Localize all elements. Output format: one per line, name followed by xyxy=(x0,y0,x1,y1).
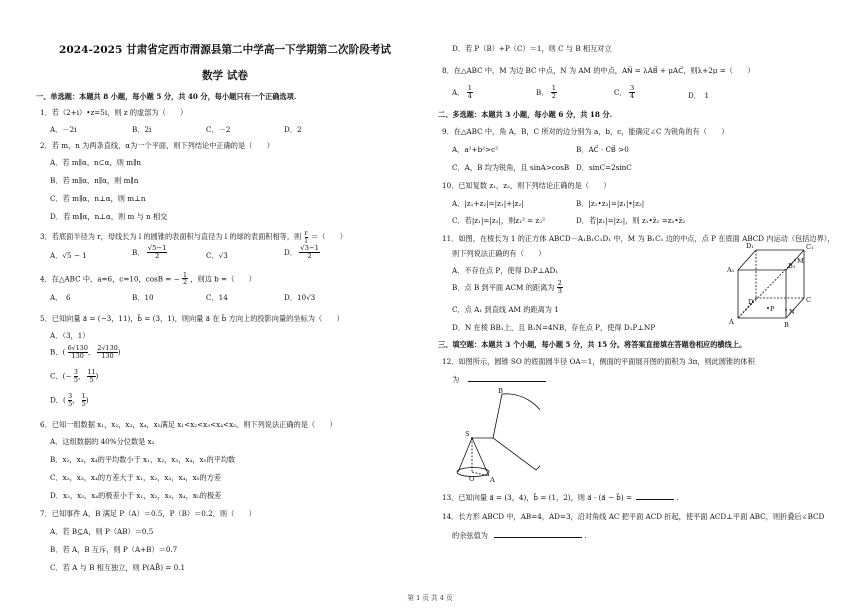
point-s xyxy=(471,437,473,439)
q6-option-b: B．x₂，x₃，x₄的平均数小于 x₁，x₂，x₃，x₄，x₅的平均数 xyxy=(50,455,236,464)
q5-option-c-frac2 xyxy=(87,369,95,383)
q13-answer-blank[interactable] xyxy=(636,492,674,500)
q8-stem: 8．在△ABC 中，M 为边 BC 中点，N 为 AM 的中点，AN⃗ = λAB⃗ + μAC⃗，则λ+2μ =（ ） xyxy=(442,66,755,75)
q9-option-d: D．sinC=2sinC xyxy=(576,163,632,172)
point-p xyxy=(767,307,769,309)
q5-option-c: C．(− $\frac{3}{5}$ ， $\frac{11}{5}$ ) xyxy=(50,368,99,384)
cone-figure xyxy=(450,384,540,484)
q5-b-num1: 6√130 xyxy=(67,344,88,352)
q2-option-c: C．若 m∥α，n⊥α，则 m⊥n xyxy=(50,194,146,203)
q8-b-num: 1 xyxy=(551,84,556,92)
label-b: B xyxy=(784,321,789,328)
q14-answer-blank[interactable] xyxy=(494,530,582,538)
q9-option-b: B．AC⃗ · CB⃗ >0 xyxy=(576,145,629,154)
q7-option-b: B．若 A，B 互斥，则 P（A+B）＝0.7 xyxy=(50,545,178,554)
q14-tail xyxy=(452,530,587,540)
q7-option-c: C．若 A 与 B 相互独立，则 P(AB̄) = 0.1 xyxy=(50,563,186,572)
q5-option-b-frac1 xyxy=(68,345,88,359)
label-n: N xyxy=(789,308,795,316)
point-m xyxy=(794,259,796,261)
q14-tail-text: 的余弦值为 xyxy=(452,531,488,540)
label-p: P xyxy=(770,305,775,313)
q8-option-a-fraction xyxy=(467,85,473,100)
label-m: M xyxy=(797,257,804,265)
q8-option-c xyxy=(614,85,635,100)
q5-b-den2: 130 xyxy=(101,351,114,360)
q8-option-a xyxy=(452,85,473,100)
q3-option-d-den: 2 xyxy=(307,252,312,261)
q4-option-b: B．10 xyxy=(132,293,154,302)
q8-option-d: D． 1 xyxy=(688,91,710,100)
q12-tail xyxy=(452,374,546,384)
q11-stem-line2: 则下列说法正确的有（ ） xyxy=(452,249,546,258)
q5-c-num2: 11 xyxy=(87,368,96,376)
q6-option-d: D．x₂，x₃，x₄的极差小于 x₁，x₂，x₃，x₄，x₅的极差 xyxy=(50,491,222,500)
q11-option-b xyxy=(452,280,563,295)
q12-tail-text: 为 xyxy=(452,375,460,384)
q5-option-d: D．( $\frac{3}{5}$ ， $\frac{1}{5}$ ) xyxy=(50,392,89,408)
label-a: A xyxy=(729,318,734,326)
label-c1: C₁ xyxy=(806,243,814,251)
q3-option-d-label: D． xyxy=(284,248,297,258)
q5-c-den2: 5 xyxy=(89,375,94,384)
q11-b-den: 3 xyxy=(557,286,562,295)
section-multi-choice: 二、多选题：本题共 3 小题，每小题 6 分，共 18 分. xyxy=(438,110,613,119)
q8-b-den: 2 xyxy=(551,91,556,100)
q4-cos-fraction xyxy=(182,272,188,286)
q3-ratio-fraction xyxy=(305,230,308,244)
q4-frac-den: 2 xyxy=(182,278,188,287)
q5-option-b: B．( $\frac{6√130}{130}$ ， $\frac{2√130}{130}$ ) xyxy=(50,344,121,360)
q13-tail: . xyxy=(676,493,679,502)
section-fill-in: 三、填空题：本题共 3 个小题，每小题 5 分，共 15 分。将答案直接填在答题卷相应的横线上。 xyxy=(438,340,747,349)
q3-option-b-den: 2 xyxy=(154,252,160,261)
q4-stem-text: 4．在△ABC 中，a=6，c=10，cosB = − xyxy=(40,274,180,284)
q9-stem: 9．在△ABC 中，角 A，B，C 所对的边分别为 a，b，c，能确定∠C 为锐角的有（ ） xyxy=(442,127,729,136)
q8-a-den: 4 xyxy=(467,91,472,100)
q5-option-b-label: B．( xyxy=(50,347,66,357)
label-c: C xyxy=(806,296,812,304)
q7-option-d: D．若 P（B）+P（C）＝1，则 C 与 B 相互对立 xyxy=(452,44,612,53)
q12-answer-blank[interactable] xyxy=(468,374,546,382)
q8-option-b-fraction xyxy=(551,85,557,100)
q3-option-d xyxy=(284,245,320,260)
q5-option-c-label: C．(− xyxy=(50,371,72,381)
q11-b-num: 2 xyxy=(557,279,562,287)
q5-stem: 5．已知向量 a⃗ = (−3，11)，b⃗ = (3，1)，则向量 a⃗ 在 b⃗ 方向上的投影向量的坐标为（ ） xyxy=(40,314,344,323)
q4-frac-num: 1 xyxy=(182,271,188,279)
q3-stem xyxy=(40,230,347,244)
q5-c-den1: 5 xyxy=(73,375,78,384)
q5-d-den2: 5 xyxy=(81,399,86,408)
exam-title: 2024-2025 甘肃省定西市渭源县第二中学高一下学期第二次阶段考试 xyxy=(59,44,391,56)
q12-stem: 12．如图所示，圆锥 SO 的底面圆半径 OA＝1，侧面的平面展开图的面积为 3π，则此圆锥的体积 xyxy=(442,357,755,366)
q5-b-den1: 130 xyxy=(71,351,84,360)
q11-option-b-fraction xyxy=(557,280,563,295)
q8-option-b xyxy=(536,85,557,100)
q3-frac-num: r xyxy=(304,229,308,237)
q13-stem-text: 13．已知向量 a⃗ = (3，4)，b⃗ = (1，2)，则 a⃗ · (a⃗ − b⃗) = xyxy=(442,493,632,502)
q5-option-b-frac2 xyxy=(97,345,117,359)
q4-stem-tail: ，则边 b =（ ） xyxy=(190,274,256,284)
q14-stem: 14．长方形 ABCD 中，AB=4，AD=3，沿对角线 AC 把平面 ACD 折起，使平面 ACD⊥平面 ABC，则折叠后∠BCD xyxy=(442,512,825,521)
label-d1: D₁ xyxy=(746,242,754,250)
q8-a-num: 1 xyxy=(467,84,472,92)
q10-option-b: B．|z₁•z₂|=|z₁|•|z₂| xyxy=(576,199,645,208)
q10-option-d: D．若|z₁|=|z₂|，则 z₁•z̄₁ =z₂•z̄₂ xyxy=(576,216,686,225)
q4-stem xyxy=(40,272,256,286)
q1-option-b: B．2i xyxy=(132,125,152,134)
cube-figure xyxy=(726,238,822,328)
q3-option-b-fraction xyxy=(147,245,168,260)
exam-subtitle: 数学 试卷 xyxy=(201,70,249,82)
q5-option-a: A．（3，1） xyxy=(50,331,90,340)
q7-option-a: A．若 B⊆A，则 P（AB）＝0.5 xyxy=(50,527,154,536)
q2-option-b: B．若 m∥α，n∥α，则 m∥n xyxy=(50,176,139,185)
label-s: S xyxy=(465,430,470,438)
q10-stem: 10．已知复数 z₁，z₂，则下列结论正确的是（ ） xyxy=(442,181,611,190)
q4-option-a: A． 6 xyxy=(50,293,71,302)
q3-stem-text: 3．若底面半径为 r，母线长为 l 的圆锥的表面积与直径为 l 的球的表面积相等，则 xyxy=(40,232,302,241)
label-a: A xyxy=(490,476,495,484)
q2-option-a: A．若 m∥α，n⊂α，则 m∥n xyxy=(50,158,141,167)
q5-d-den1: 5 xyxy=(68,399,73,408)
q3-frac-den: l xyxy=(305,236,308,245)
q9-option-c: C．A，B 均为锐角，且 sinA>cosB xyxy=(452,163,570,172)
label-a1: A₁ xyxy=(727,266,735,274)
q8-option-a-label: A． xyxy=(452,87,465,97)
q8-c-num: 3 xyxy=(629,84,635,92)
q6-option-c: C．x₂，x₃，x₄的方差大于 x₁，x₂，x₃，x₄，x₅的方差 xyxy=(50,473,222,482)
q1-stem: 1．若（2+i）•z=5i，则 z 的虚部为（ ） xyxy=(40,108,188,117)
q11-stem-line1: 11．如图，在棱长为 1 的正方体 ABCD－A₁B₁C₁D₁ 中，M 为 B₁C₁ 边的中点，点 P 在底面 ABCD 内运动（包括边界）， xyxy=(442,234,835,243)
q8-option-b-label: B． xyxy=(536,87,549,97)
page-footer: 第 1 页 共 4 页 xyxy=(407,594,453,602)
q3-option-b-num: √5−1 xyxy=(147,244,167,252)
q5-c-num1: 3 xyxy=(73,368,78,376)
label-b: B xyxy=(498,387,503,395)
q6-option-a: A．这组数据的 40%分位数是 x₂ xyxy=(50,437,155,446)
label-d: D xyxy=(748,298,754,306)
q3-option-b xyxy=(132,245,167,260)
point-n xyxy=(785,309,787,311)
q10-option-a: A．|z₁+z₂|=|z₁|+|z₂| xyxy=(452,199,524,208)
q1-option-d: D．2 xyxy=(284,125,302,134)
q4-option-c: C．14 xyxy=(206,293,228,302)
q8-c-den: 4 xyxy=(629,91,635,100)
q11-option-d: D．N 在棱 BB₁上，且 B₁N=4NB，存在点 P，使得 D₁P⊥NP xyxy=(452,323,656,332)
q3-option-d-fraction xyxy=(299,245,320,260)
q5-b-num2: 2√130 xyxy=(97,344,118,352)
q9-option-a: A．a²+b²>c² xyxy=(452,145,498,154)
q8-option-c-fraction xyxy=(629,85,635,100)
q8-option-c-label: C． xyxy=(614,87,627,97)
q3-stem-tail: ＝（ ） xyxy=(310,232,347,241)
q4-option-d: D．10√3 xyxy=(284,293,316,302)
q13-stem xyxy=(442,492,679,502)
q3-option-d-num: √3−1 xyxy=(300,244,319,252)
q5-d-num1: 3 xyxy=(68,392,73,400)
q3-option-c: C．√3 xyxy=(206,251,228,260)
q5-option-d-label: D．( xyxy=(50,395,66,405)
label-o: O xyxy=(469,475,475,483)
q5-d-num2: 1 xyxy=(81,392,86,400)
section-single-choice: 一、单选题：本题共 8 小题，每小题 5 分，共 40 分，每小题只有一个正确选项. xyxy=(36,92,297,101)
q3-option-a: A．√5 − 1 xyxy=(50,251,87,260)
sector-outline xyxy=(493,394,540,470)
q2-stem: 2．若 m，n 为两条直线，α为一个平面，则下列结论中正确的是（ ） xyxy=(40,141,274,150)
q6-stem: 6．已知一组数据 x₁，x₂，x₃，x₄，x₅满足 x₁<x₂<x₃<x₄<x₅，则下列说法正确的是（ ） xyxy=(40,420,337,429)
q11-option-b-label: B．点 B 到平面 ACM 的距离为 xyxy=(452,282,555,292)
q1-option-c: C．－2 xyxy=(206,125,231,134)
q3-option-b-label: B． xyxy=(132,248,145,258)
q7-stem: 7．已知事件 A，B 满足 P（A）＝0.5，P（B）＝0.2，则（ ） xyxy=(40,509,256,518)
q10-option-c: C．若|z₁|=|z₂|，则z₁² = z₂² xyxy=(452,216,545,225)
label-b1: B₁ xyxy=(788,262,796,270)
q1-option-a: A．－2i xyxy=(50,125,77,134)
q11-option-c: C．点 A₁ 到直线 AM 的距离为 1 xyxy=(452,305,559,314)
q14-end: . xyxy=(584,531,587,540)
q2-option-d: D．若 m∥α，n⊥α，则 m 与 n 相交 xyxy=(50,212,168,221)
q11-option-a: A．不存在点 P，使得 D₁P⊥AD₁ xyxy=(452,266,559,275)
